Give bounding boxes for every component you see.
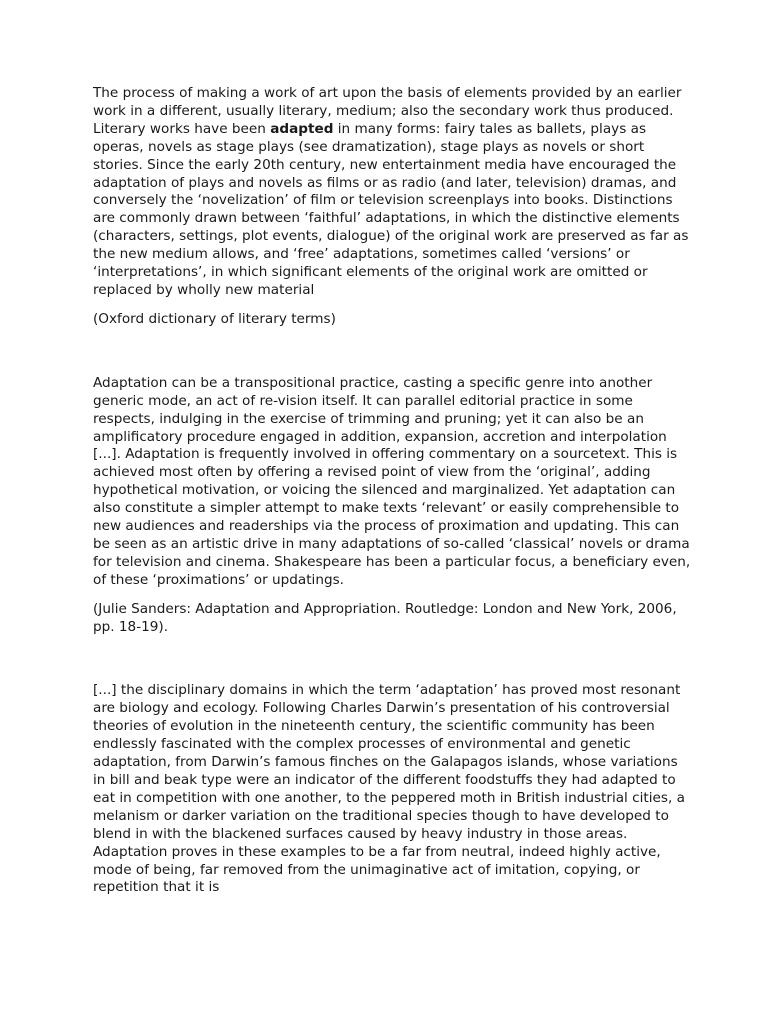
citation-oxford: (Oxford dictionary of literary terms)	[93, 310, 336, 327]
paragraph-sanders-quote: Adaptation can be a transpositional practice, casting a specific genre into another generic mode, an act of re-vision itself. It can parallel editorial practice in some respects, indulging in the exercise of trimming and pruning; yet it can also be an amplificatory procedure engaged in addition, expansion, accretion and interpolation [...]. Adaptation is frequently involved in offering commentary on a sourcetext. This is achieved most often by offering a revised point of view from the ‘original’, adding hypothetical motivation, or voicing the silenced and marginalized. Yet adaptation can also constitute a simpler attempt to make texts ‘relevant’ or easily comprehensible to new audiences and readerships via the process of proximation and updating. This can be seen as an artistic drive in many adaptations of so-called ‘classical’ novels or drama for television and cinema. Shakespeare has been a particular focus, a beneficiary even, of these ‘proximations’ or updatings.	[93, 374, 691, 588]
citation-sanders: (Julie Sanders: Adaptation and Appropriation. Routledge: London and New York, 2006, pp. 18-19).	[93, 600, 677, 635]
bold-term-adapted: adapted	[270, 120, 334, 137]
spacer	[93, 329, 693, 375]
spacer	[93, 636, 693, 682]
paragraph-oxford-definition	[93, 85, 693, 300]
spacer	[93, 300, 693, 311]
document-page	[93, 85, 693, 897]
spacer	[93, 590, 693, 601]
paragraph-biology-ecology: [...] the disciplinary domains in which the term ‘adaptation’ has proved most resonant are biology and ecology. Following Charles Darwin’s presentation of his controversial theories of evolution in the nineteenth century, the scientific community has been endlessly fascinated with the complex processes of environmental and genetic adaptation, from Darwin’s famous finches on the Galapagos islands, whose variations in bill and beak type were an indicator of the different foodstuffs they had adapted to eat in competition with one another, to the peppered moth in British industrial cities, a melanism or darker variation on the traditional species though to have developed to blend in with the blackened surfaces caused by heavy industry in those areas. Adaptation proves in these examples to be a far from neutral, indeed highly active, mode of being, far removed from the unimaginative act of imitation, copying, or repetition that it is	[93, 682, 685, 896]
paragraph-text: in many forms: fairy tales as ballets, plays as operas, novels as stage plays (see dramatization), stage plays as novels or short stories. Since the early 20th century, new entertainment media have encouraged the adaptation of plays and novels as films or as radio (and later, television) dramas, and conversely the ‘novelization’ of film or television screenplays into books. Distinctions are commonly drawn between ‘faithful’ adaptations, in which the distinctive elements (characters, settings, plot events, dialogue) of the original work are preserved as far as the new medium allows, and ‘free’ adaptations, sometimes called ‘versions’ or ‘interpretations’, in which significant elements of the original work are omitted or replaced by wholly new material	[93, 120, 689, 298]
paragraph-text: The process of making a work of art upon the basis of elements provided by an earlier work in a different, usually literary, medium; also the secondary work thus produced. Literary works have been	[93, 85, 682, 137]
